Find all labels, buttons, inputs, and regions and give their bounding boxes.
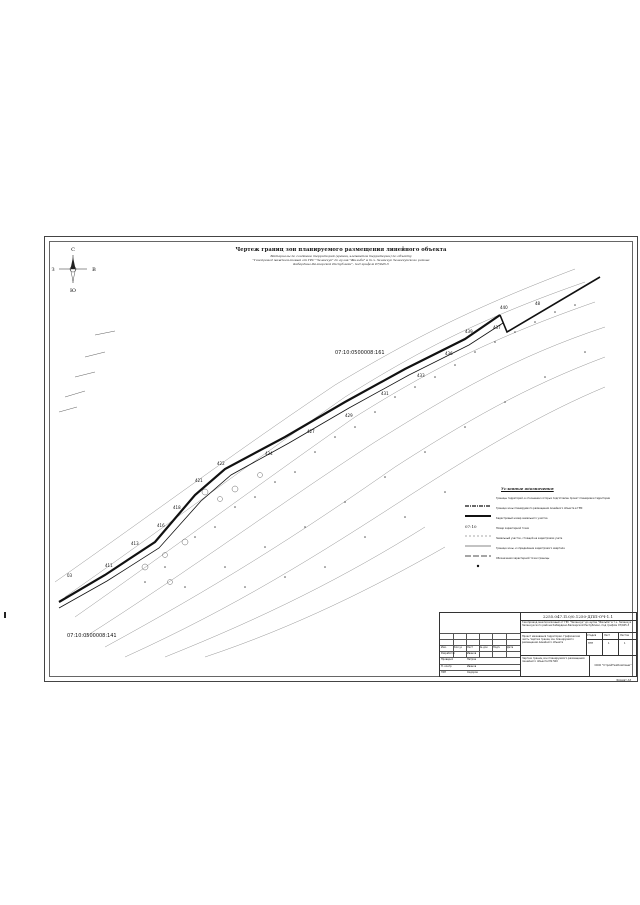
svg-text:424: 424 bbox=[265, 451, 273, 456]
subtitle-line-2: "Газопровод межпоселковый от ГРС "Зеленчук" до аулов "Жильба" в т.ч. Зеленчук Зеленчукского района bbox=[252, 258, 430, 263]
svg-text:439: 439 bbox=[465, 329, 473, 334]
role-cell: Н. контр. bbox=[441, 665, 453, 668]
legend-text: Граница зоны, и определение кадастрового квартала bbox=[496, 546, 565, 550]
north-arrow-icon bbox=[59, 255, 87, 283]
svg-text:48: 48 bbox=[535, 301, 541, 306]
svg-text:411: 411 bbox=[105, 563, 113, 568]
svg-text:436: 436 bbox=[445, 351, 453, 356]
legend-row bbox=[463, 524, 613, 534]
header-cell: Лист bbox=[467, 646, 474, 649]
drawing-sheet bbox=[44, 236, 638, 682]
name-cell: Петров bbox=[467, 658, 477, 661]
header-cell: № док bbox=[480, 646, 488, 649]
format-label: Формат А3 bbox=[616, 679, 631, 682]
legend-text: Кадастровый номер земельного участка bbox=[496, 516, 548, 520]
sheet-label: Лист bbox=[604, 634, 611, 637]
legend bbox=[463, 486, 613, 564]
svg-text:413: 413 bbox=[131, 541, 139, 546]
legend-title: Условные обозначения bbox=[501, 486, 554, 491]
document-code: 2255.047.П.0/0.1250-ДПП-ОЧ-1.1 bbox=[520, 613, 636, 621]
svg-text:422: 422 bbox=[217, 461, 225, 466]
legend-text: Номер характерной точки bbox=[496, 526, 530, 530]
legend-row bbox=[463, 544, 613, 554]
svg-text:431: 431 bbox=[381, 391, 389, 396]
svg-text:421: 421 bbox=[195, 478, 203, 483]
name-cell: Иванов bbox=[467, 652, 477, 655]
title-block-signatures bbox=[440, 613, 521, 676]
svg-text:427: 427 bbox=[307, 429, 315, 434]
header-cell: Изм. bbox=[441, 646, 447, 649]
project-name: Газопровод межпоселковый от ГРС "Зеленчук" до аулов "Жильба" в т.ч. Зеленчук Зеленчукского района Кабардино-Балкарской Республики, под грифом 07/045.3 bbox=[520, 620, 636, 633]
svg-text:416: 416 bbox=[157, 523, 165, 528]
document-name: Чертеж границ зон планируемого размещения линейного объекта М1:500 bbox=[520, 655, 590, 676]
drawing-title: Чертеж границ зон планируемого размещения линейного объекта bbox=[235, 247, 447, 253]
survey-marks bbox=[59, 331, 115, 412]
legend-row bbox=[463, 504, 613, 514]
legend-text: Граница зоны планируемого размещения линейного объекта в ГЗМ bbox=[496, 506, 583, 510]
title-block bbox=[439, 612, 637, 677]
legend-row bbox=[463, 554, 613, 564]
legend-row bbox=[463, 494, 613, 504]
north-label: С bbox=[71, 247, 75, 253]
stage-value: ППТ bbox=[588, 642, 594, 645]
header-cell: Кол.уч bbox=[454, 646, 463, 649]
east-label: В bbox=[92, 267, 96, 273]
legend-text: Земельный участок, стоящий на кадастровом учете bbox=[496, 536, 563, 540]
subtitle-line-1: Материалы по созданию территорий (границ элементов территории) по объекту bbox=[270, 254, 412, 258]
sheets-label: Листов bbox=[620, 634, 629, 637]
svg-text:433: 433 bbox=[417, 373, 425, 378]
topographic-area bbox=[55, 269, 605, 657]
svg-text:440: 440 bbox=[500, 305, 508, 310]
svg-text:07:10: 07:10 bbox=[465, 524, 477, 529]
svg-text:429: 429 bbox=[345, 413, 353, 418]
organization-name: ООО "СтройТехКомпани" bbox=[594, 663, 632, 667]
header-cell: Подп. bbox=[493, 646, 501, 649]
svg-text:437: 437 bbox=[493, 325, 501, 330]
role-cell: Разработал bbox=[441, 652, 456, 655]
svg-text:03: 03 bbox=[67, 573, 73, 578]
south-label: Ю bbox=[70, 288, 76, 294]
header-cell: Дата bbox=[507, 646, 514, 649]
name-cell: Сидоров bbox=[467, 671, 478, 674]
cadastral-label-1: 07:10:0500008:161 bbox=[335, 350, 385, 356]
legend-text: Обозначения характерной точки границы bbox=[496, 556, 550, 560]
svg-text:418: 418 bbox=[173, 505, 181, 510]
role-cell: ГИП bbox=[441, 671, 447, 674]
legend-row bbox=[463, 534, 613, 544]
cadastral-label-2: 07:10:0500008:141 bbox=[67, 633, 117, 639]
name-cell: Иванов bbox=[467, 665, 477, 668]
subtitle-line-3: Кабардино-Балкарской Республики", под грифом 07/045.3 bbox=[293, 262, 389, 267]
role-cell: Проверил bbox=[441, 658, 454, 661]
sheets-value: 1 bbox=[624, 642, 626, 645]
margin-mark bbox=[4, 612, 6, 618]
stage-text: Проект межевания территории. Графическая часть. Чертеж границ зон планируемого размещения линейного объекта bbox=[522, 635, 580, 644]
west-label: З bbox=[51, 267, 55, 273]
stage-block bbox=[520, 633, 636, 656]
sheet-value: 1 bbox=[608, 642, 610, 645]
stage-label: Стадия bbox=[587, 634, 597, 637]
legend-text: Границы территорий, в отношении которых подготовлен проект планировки территории bbox=[496, 496, 611, 500]
